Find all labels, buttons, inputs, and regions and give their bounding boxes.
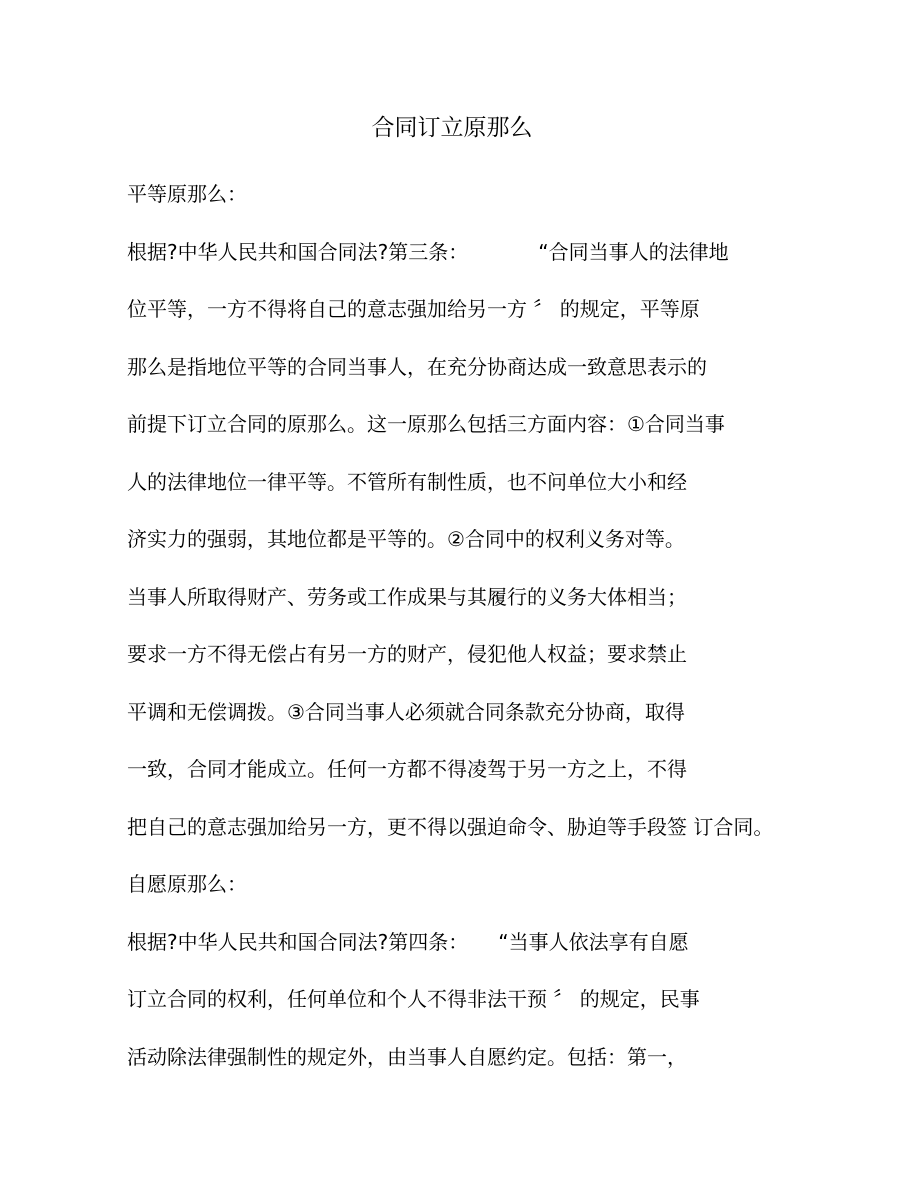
text-line: 要求一方不得无偿占有另一方的财产，侵犯他人权益；要求禁止 — [127, 642, 687, 666]
text-line: 根据?中华人民共和国合同法?第三条： “合同当事人的法律地 — [127, 239, 729, 264]
text-line: 自愿原那么： — [127, 872, 247, 896]
text-line: 前提下订立合同的原那么。这一原那么包括三方面内容：①合同当事 — [127, 412, 725, 436]
document-body — [127, 166, 817, 1086]
text-line: 那么是指地位平等的合同当事人，在充分协商达成一致意思表示的 — [127, 354, 707, 379]
document-title: 合同订立原那么 — [371, 115, 533, 141]
text-line: 活动除法律强制性的规定外，由当事人自愿约定。包括：第一， — [127, 1044, 687, 1069]
text-line: 济实力的强弱，其地位都是平等的。②合同中的权利义务对等。 — [127, 527, 685, 551]
text-line: 一致，合同才能成立。任何一方都不得凌驾于另一方之上，不得 — [127, 757, 687, 781]
text-line: 把自己的意志强加给另一方，更不得以强迫命令、胁迫等手段签 订合同。 — [127, 814, 774, 839]
text-line: 平调和无偿调拨。③合同当事人必须就合同条款充分协商，取得 — [127, 699, 685, 724]
text-line: 订立合同的权利，任何单位和个人不得非法干预 〞 的规定，民事 — [127, 987, 700, 1011]
text-line: 根据?中华人民共和国合同法?第四条： “当事人依法享有自愿 — [127, 929, 689, 954]
text-line: 人的法律地位一律平等。不管所有制性质，也不问单位大小和经 — [127, 469, 687, 494]
text-line: 平等原那么： — [127, 182, 247, 206]
text-line: 当事人所取得财产、劳务或工作成果与其履行的义务大体相当； — [127, 584, 687, 609]
text-line: 位平等，一方不得将自己的意志强加给另一方 〞 的规定，平等原 — [127, 297, 700, 321]
